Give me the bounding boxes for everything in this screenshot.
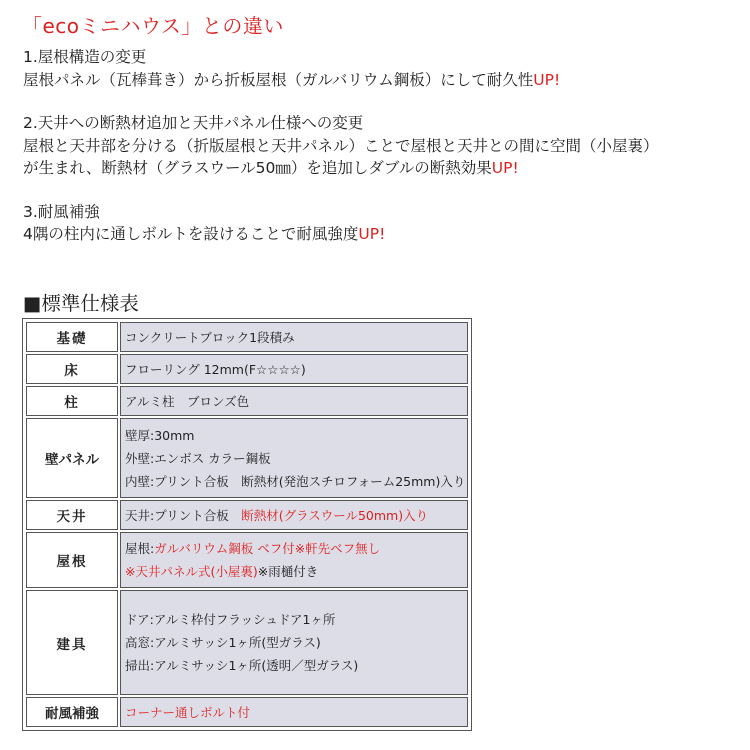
spec-key: 屋根 [26, 532, 118, 588]
section-text [23, 223, 750, 246]
spec-row [26, 386, 468, 416]
spec-value [120, 386, 468, 416]
spec-table [24, 320, 470, 729]
spec-value-text: 外壁:エンボス カラー鋼板 [125, 450, 271, 466]
spec-row [26, 697, 468, 727]
spec-value [120, 532, 468, 588]
section-text [23, 69, 750, 92]
spec-value-text: アルミ柱 ブロンズ色 [125, 393, 250, 409]
spec-value-line [125, 654, 463, 677]
spec-value [120, 590, 468, 695]
spec-table-title: ■標準仕様表 [23, 292, 139, 315]
spec-row [26, 354, 468, 384]
spec-value-line [125, 504, 463, 527]
spec-value-line [125, 390, 463, 413]
section-text-body: が生まれ、断熱材（グラスウール50㎜）を追加しダブルの断熱効果 [23, 159, 492, 177]
spec-key: 床 [26, 354, 118, 384]
spec-row [26, 532, 468, 588]
spec-value-line [125, 631, 463, 654]
spec-key: 柱 [26, 386, 118, 416]
section-heading: 3.耐風補強 [23, 202, 100, 221]
section-text-body: 屋根パネル（瓦棒葺き）から折板屋根（ガルバリウム鋼板）にして耐久性 [23, 70, 534, 89]
spec-value [120, 354, 468, 384]
spec-row [26, 322, 468, 352]
spec-key: 建具 [26, 590, 118, 695]
spec-value-text: 天井:プリント合板 [125, 507, 242, 523]
spec-value-highlight: ※天井パネル式(小屋裏) [125, 564, 258, 579]
spec-value-text: 高窓:アルミサッシ1ヶ所(型ガラス) [125, 635, 321, 650]
spec-value-text: ※雨樋付き [257, 564, 319, 579]
spec-value-text: 内壁:プリント合板 断熱材(発泡スチロフォーム25mm)入り [125, 473, 466, 489]
spec-row [26, 418, 468, 498]
highlight-up: UP! [358, 225, 386, 243]
spec-value-line [125, 470, 466, 493]
spec-key: 耐風補強 [26, 697, 118, 727]
spec-key: 基礎 [26, 322, 118, 352]
spec-value-text: 屋根: [125, 541, 155, 556]
spec-value-line [125, 701, 463, 724]
spec-value-text: ドア:アルミ枠付フラッシュドア1ヶ所 [125, 612, 336, 627]
section-text [23, 135, 750, 158]
spec-value-line [125, 424, 463, 447]
difference-section [23, 112, 750, 180]
spec-value-text: コンクリートブロック1段積み [125, 329, 295, 345]
spec-value-line [125, 326, 463, 349]
spec-value-line [125, 608, 463, 631]
spec-table-frame [22, 318, 472, 731]
spec-row [26, 590, 468, 695]
spec-value [120, 500, 468, 530]
spec-value-line [125, 560, 463, 583]
spec-value-highlight: コーナー通しボルト付 [125, 704, 251, 720]
section-text [23, 157, 750, 180]
spec-value [120, 322, 468, 352]
spec-value-highlight: 断熱材(グラスウール50mm)入り [241, 507, 429, 523]
spec-value [120, 697, 468, 727]
spec-value [120, 418, 468, 498]
section-text-body: 4隅の柱内に通しボルトを設けることで耐風強度 [23, 225, 359, 243]
spec-value-line [125, 358, 463, 381]
section-heading: 1.屋根構造の変更 [23, 48, 147, 66]
spec-row [26, 500, 468, 530]
differences-list [23, 46, 750, 267]
spec-value-text: 掃出:アルミサッシ1ヶ所(透明／型ガラス) [125, 658, 359, 673]
spec-value-text: 壁厚:30mm [125, 427, 195, 443]
spec-value-line [125, 447, 463, 470]
section-text-body: 屋根と天井部を分ける（折版屋根と天井パネル）ことで屋根と天井との間に空間（小屋裏） [23, 136, 659, 155]
spec-key: 天井 [26, 500, 118, 530]
section-heading: 2.天井への断熱材追加と天井パネル仕様への変更 [23, 114, 364, 132]
spec-value-highlight: ガルバリウム鋼板 ベフ付※軒先ベフ無し [154, 541, 381, 556]
highlight-up: UP! [491, 159, 519, 177]
difference-section [23, 46, 750, 91]
spec-value-line [125, 537, 463, 560]
difference-section [23, 201, 750, 246]
spec-key: 壁パネル [26, 418, 118, 498]
page-title: 「ecoミニハウス」との違い [22, 14, 284, 38]
spec-value-text: フローリング 12mm(F☆☆☆☆) [125, 361, 306, 377]
highlight-up: UP! [533, 70, 561, 89]
